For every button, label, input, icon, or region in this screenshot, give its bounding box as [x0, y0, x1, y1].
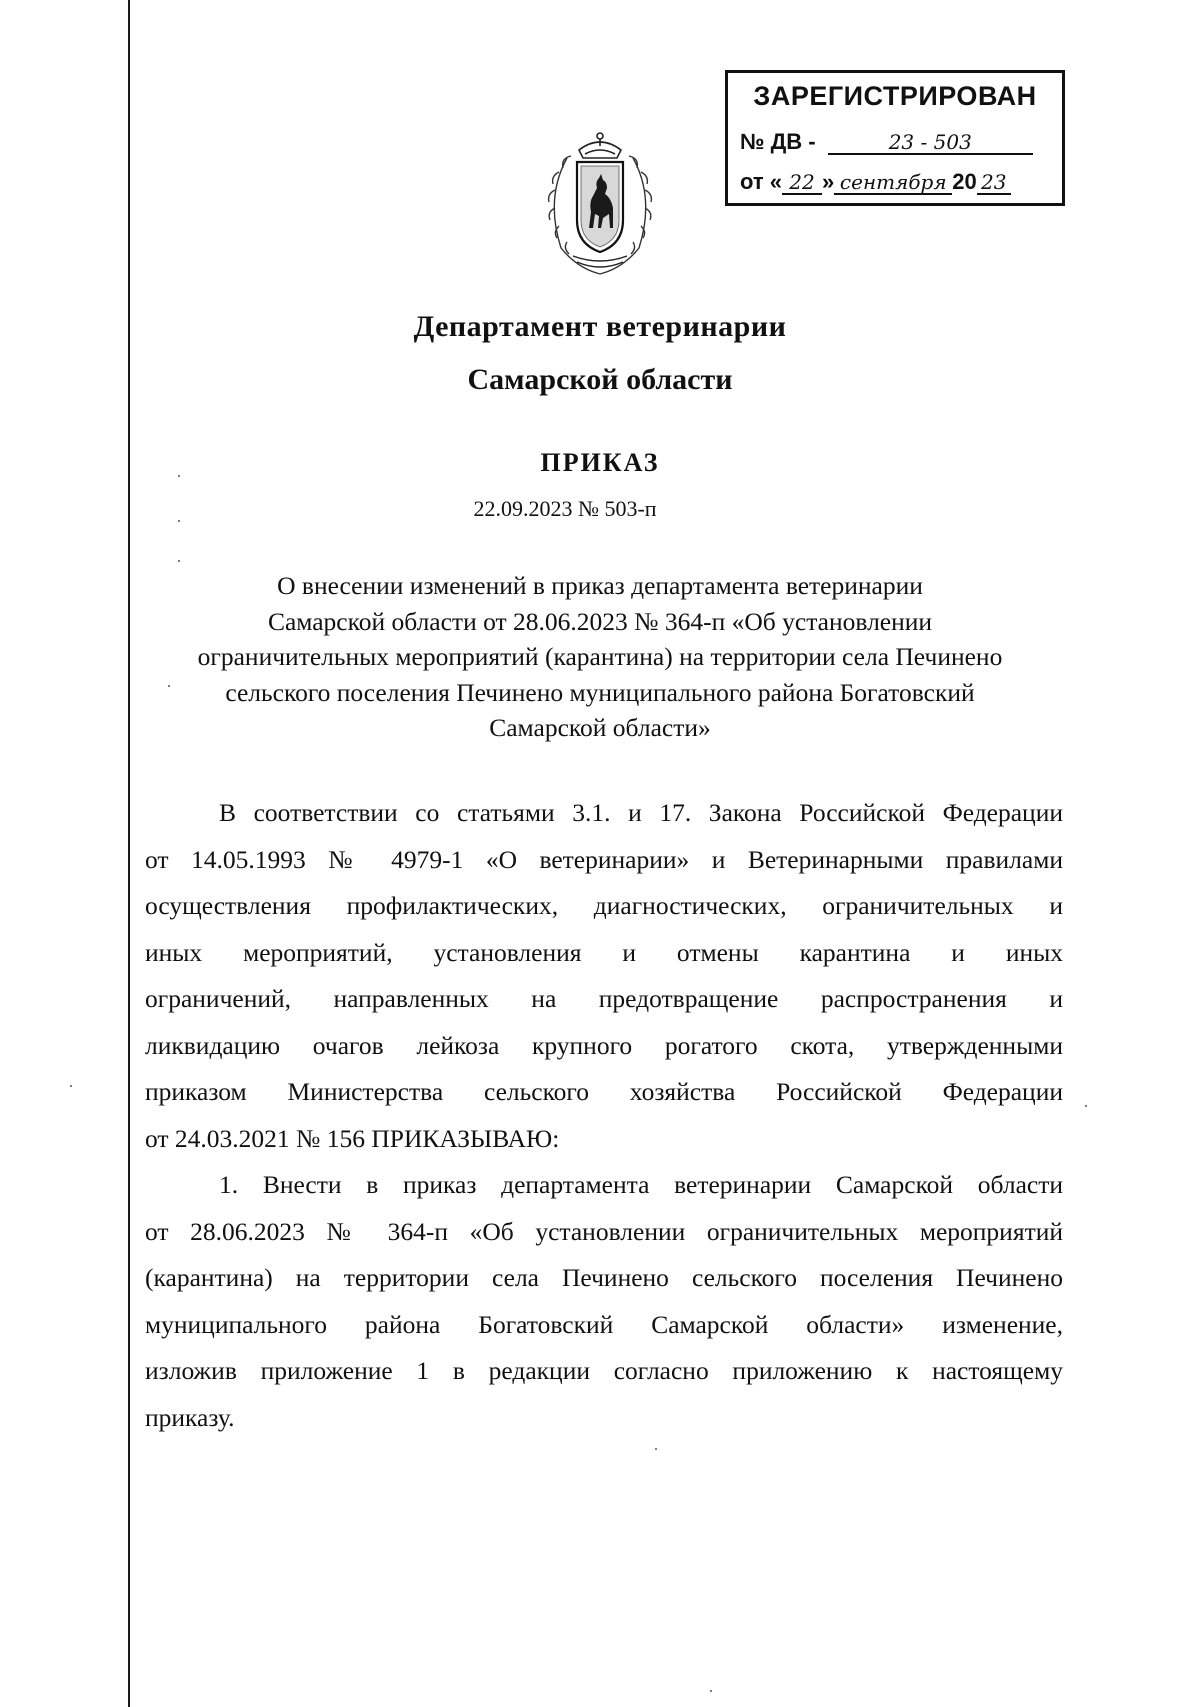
preamble-line: иных мероприятий, установления и отмены карантина и иных: [145, 937, 1063, 967]
scan-speck: [1085, 1105, 1087, 1107]
scan-speck: [70, 1085, 72, 1087]
scan-speck: [178, 560, 180, 562]
stamp-date-day: 22: [782, 171, 822, 195]
department-name-line2: Самарской области: [467, 363, 733, 396]
subject-line: Самарской области»: [489, 713, 711, 742]
item1-line: муниципального района Богатовский Самарской области» изменение,: [145, 1309, 1063, 1339]
stamp-number-label: № ДВ -: [740, 129, 816, 154]
order-title: ПРИКАЗ: [540, 448, 660, 477]
stamp-date-prefix: от «: [740, 169, 783, 194]
item1-line: 1. Внести в приказ департамента ветеринарии Самарской области: [219, 1170, 1063, 1199]
preamble-line: ликвидацию очагов лейкоза крупного рогатого скота, утвержденными: [145, 1030, 1063, 1060]
stamp-date-month: сентября: [834, 171, 952, 195]
stamp-number-row: [740, 129, 1033, 155]
item1-line: от 28.06.2023 № 364-п «Об установлении ограничительных мероприятий: [145, 1216, 1063, 1246]
stamp-date-mid: »: [822, 169, 835, 194]
scan-speck: [178, 475, 180, 477]
preamble-line: приказом Министерства сельского хозяйства Российской Федерации: [145, 1077, 1063, 1106]
preamble-line: от 24.03.2021 № 156 ПРИКАЗЫВАЮ:: [145, 1123, 560, 1153]
scan-speck: [168, 685, 170, 687]
subject-line: сельского поселения Печинено муниципального района Богатовский: [225, 677, 975, 707]
stamp-number-value: 23 - 503: [828, 131, 1033, 155]
order-subject: [140, 568, 1060, 746]
samara-coat-of-arms-emblem-icon: [537, 128, 663, 278]
subject-line: О внесении изменений в приказ департамента ветеринарии: [277, 571, 923, 600]
preamble-line: ограничений, направленных на предотвращение распространения и: [145, 984, 1063, 1013]
subject-line: Самарской области от 28.06.2023 № 364-п «Об установлении: [267, 606, 933, 636]
stamp-title: ЗАРЕГИСТРИРОВАН: [753, 81, 1037, 111]
order-date-number: 22.09.2023 № 503-п: [473, 496, 657, 521]
stamp-date-row: [740, 169, 1011, 195]
scan-speck: [710, 1690, 712, 1692]
preamble-line: от 14.05.1993 № 4979-1 «О ветеринарии» и Ветеринарными правилами: [145, 844, 1063, 874]
department-name-line1: Департамент ветеринарии: [413, 310, 787, 343]
preamble-line: В соответствии со статьями 3.1. и 17. Закона Российской Федерации: [219, 798, 1063, 827]
item1-line: (карантина) на территории села Печинено сельского поселения Печинено: [145, 1263, 1063, 1292]
scan-speck: [655, 1448, 657, 1450]
item1-line: приказу.: [145, 1402, 235, 1432]
scan-speck: [178, 520, 180, 522]
stamp-date-year-suffix: 23: [977, 171, 1011, 195]
scan-left-edge-line: [128, 0, 130, 1707]
preamble-line: осуществления профилактических, диагностических, ограничительных и: [145, 891, 1063, 920]
order-body: [145, 790, 1063, 1441]
registration-stamp: [725, 70, 1065, 206]
stamp-date-year-prefix: 20: [952, 169, 977, 194]
item1-line: изложив приложение 1 в редакции согласно приложению к настоящему: [145, 1356, 1063, 1385]
subject-line: ограничительных мероприятий (карантина) на территории села Печинено: [197, 642, 1003, 671]
